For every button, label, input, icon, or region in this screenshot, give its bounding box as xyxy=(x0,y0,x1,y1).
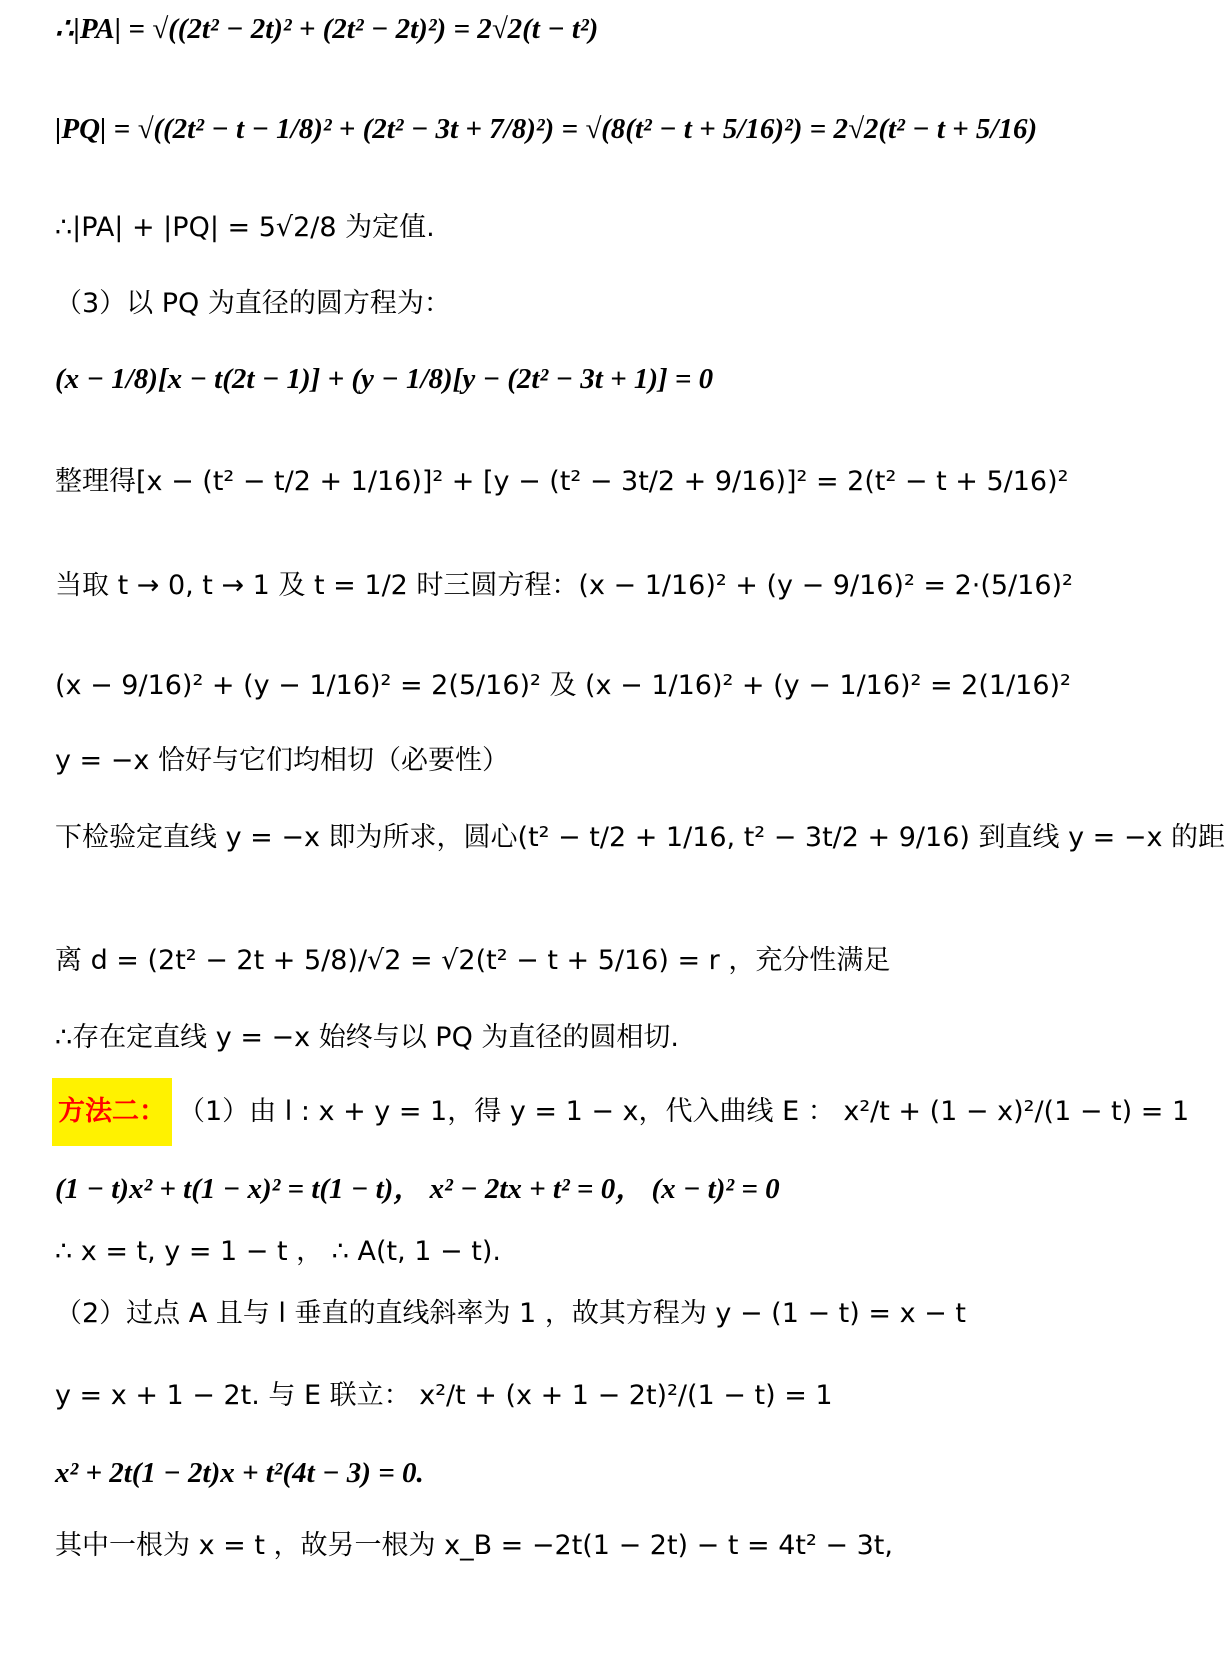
necessity-statement: y = −x 恰好与它们均相切（必要性） xyxy=(55,745,509,776)
method-two-part1: （1）由 l : x + y = 1，得 y = 1 − x，代入曲线 E ： x²/t + (1 − x)²/(1 − t) = 1 xyxy=(178,1096,1190,1127)
conclusion-tangent-line: ∴存在定直线 y = −x 始终与以 PQ 为直径的圆相切. xyxy=(55,1022,679,1053)
distance-equation: 离 d = (2t² − 2t + 5/8)/√2 = √2(t² − t + 5/16) = r ，充分性满足 xyxy=(55,945,891,976)
eq-substitution: (1 − t)x² + t(1 − x)² = t(1 − t)， x² − 2tx + t² = 0， (x − t)² = 0 xyxy=(55,1173,780,1205)
method-two-tag: 方法二： xyxy=(52,1078,172,1146)
eq-quadratic: x² + 2t(1 − 2t)x + t²(4t − 3) = 0. xyxy=(55,1457,424,1489)
method-two-line xyxy=(52,1078,1189,1146)
eq-point-a: ∴ x = t, y = 1 − t ， ∴ A(t, 1 − t). xyxy=(55,1236,501,1267)
eq-sum-constant: ∴|PA| + |PQ| = 5√2/8 为定值. xyxy=(55,212,435,243)
verify-line-center: 下检验定直线 y = −x 即为所求，圆心(t² − t/2 + 1/16, t² − 3t/2 + 9/16) 到直线 y = −x 的距 xyxy=(55,822,1225,853)
eq-other-root: 其中一根为 x = t ，故另一根为 x_B = −2t(1 − 2t) − t = 4t² − 3t, xyxy=(55,1530,893,1561)
part3-heading: （3）以 PQ 为直径的圆方程为： xyxy=(55,288,451,319)
part2-perpendicular-line: （2）过点 A 且与 l 垂直的直线斜率为 1 ，故其方程为 y − (1 − t) = x − t xyxy=(55,1298,966,1329)
eq-pa-length: ∴|PA| = √((2t² − 2t)² + (2t² − 2t)²) = 2√2(t − t²) xyxy=(55,13,599,45)
eq-pq-length: |PQ| = √((2t² − t − 1/8)² + (2t² − 3t + 7/8)²) = √(8(t² − t + 5/16)²) = 2√2(t² − t + 5/16) xyxy=(55,113,1038,145)
eq-circle-standard-form: 整理得[x − (t² − t/2 + 1/16)]² + [y − (t² − 3t/2 + 9/16)]² = 2(t² − t + 5/16)² xyxy=(55,466,1069,497)
eq-three-circles-first: 当取 t → 0, t → 1 及 t = 1/2 时三圆方程：(x − 1/16)² + (y − 9/16)² = 2·(5/16)² xyxy=(55,570,1073,601)
eq-three-circles-rest: (x − 9/16)² + (y − 1/16)² = 2(5/16)² 及 (x − 1/16)² + (y − 1/16)² = 2(1/16)² xyxy=(55,670,1071,701)
eq-circle-diameter: (x − 1/8)[x − t(2t − 1)] + (y − 1/8)[y − (2t² − 3t + 1)] = 0 xyxy=(55,363,714,395)
eq-joint-with-e: y = x + 1 − 2t. 与 E 联立： x²/t + (x + 1 − 2t)²/(1 − t) = 1 xyxy=(55,1380,833,1411)
